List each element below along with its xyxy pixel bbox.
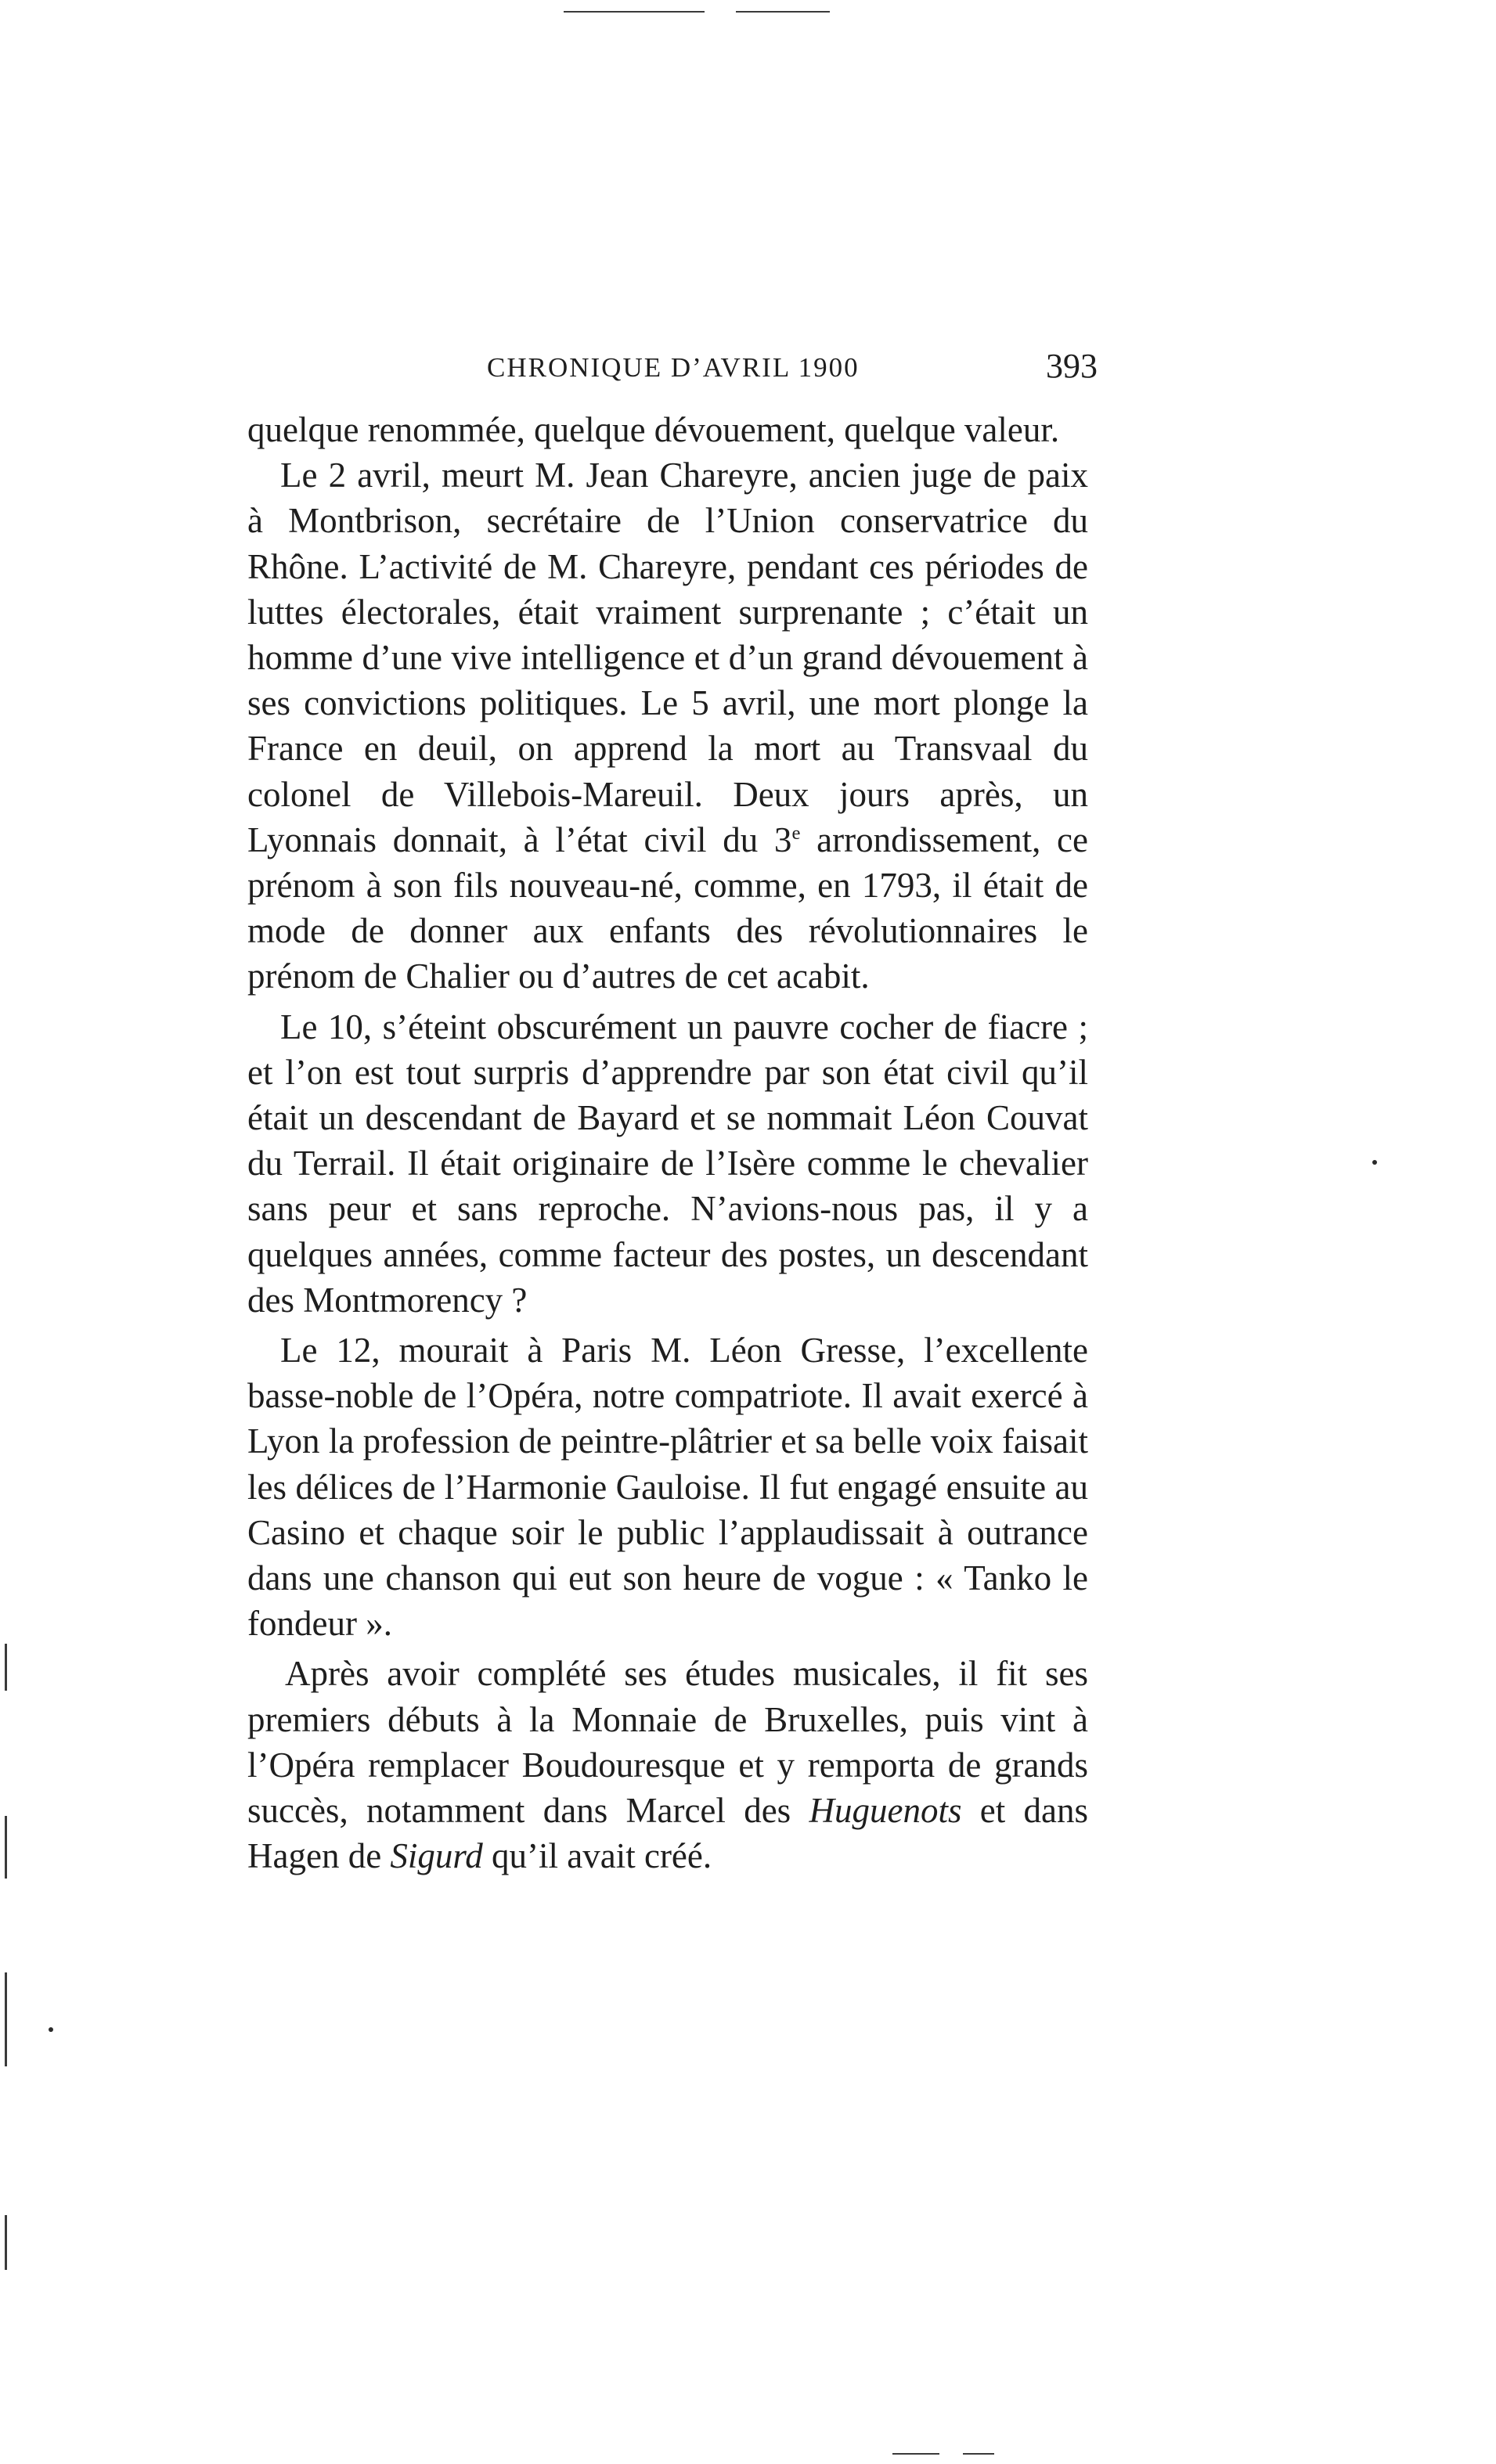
scan-line-left: [5, 1644, 7, 1691]
running-title: CHRONIQUE D’AVRIL 1900: [487, 352, 860, 383]
title-sigurd: Sigurd: [390, 1836, 483, 1876]
scan-line-bottom: [892, 2453, 939, 2455]
scan-line-bottom-2: [963, 2453, 994, 2455]
title-huguenots: Huguenots: [809, 1791, 962, 1831]
scan-line-top-2: [736, 11, 830, 13]
superscript-e: e: [791, 822, 801, 844]
paragraph-debuts: [247, 1651, 1088, 1879]
paragraph-debuts-text-mid: et dans Hagen de: [247, 1791, 1088, 1876]
page-number: 393: [1046, 347, 1098, 385]
paragraph-debuts-text: Après avoir complété ses études musicales, il fit ses premiers débuts à la Monnaie de Bruxelles, puis vint à l’Opéra remplacer Boudouresque et y remporta de grands succès, notamment dans Marcel des: [247, 1654, 1088, 1831]
scan-line-left-4: [5, 2215, 7, 2270]
scan-dot: [1372, 1160, 1377, 1165]
scan-line-left-3: [5, 1972, 7, 2066]
scan-dot-2: [49, 2027, 53, 2032]
paragraph-debuts-text-end: qu’il avait créé.: [482, 1836, 712, 1876]
paragraph-couvat: Le 10, s’éteint obscurément un pauvre cocher de fiacre ; et l’on est tout surpris d’apprendre par son état civil qu’il était un descendant de Bayard et se nommait Léon Couvat du Terrail. Il était originaire de l’Isère comme le chevalier sans peur et sans reproche. N’avions-nous pas, il y a quelques années, comme facteur des postes, un descendant des Montmorency ?: [247, 1007, 1088, 1320]
running-header: [247, 344, 1098, 391]
paragraph-gresse: Le 12, mourait à Paris M. Léon Gresse, l’excellente basse-noble de l’Opéra, notre compatriote. Il avait exercé à Lyon la profession de peintre-plâtrier et sa belle voix faisait les délices de l’Harmonie Gauloise. Il fut engagé ensuite au Casino et chaque soir le public l’applaudissait à outrance dans une chanson qui eut son heure de vogue : « Tanko le fondeur ».: [247, 1331, 1088, 1644]
paragraph-chareyre: [247, 452, 1088, 999]
scan-line-left-2: [5, 1816, 7, 1879]
paragraph-continuation: quelque renommée, quelque dévouement, quelque valeur.: [247, 410, 1060, 449]
paragraph-chareyre-text-end: arrondissement, ce prénom à son fils nouveau-né, comme, en 1793, il était de mode de donner aux enfants des révolutionnaires le prénom de Chalier ou d’autres de cet acabit.: [247, 820, 1088, 996]
body-text: [247, 407, 1088, 1879]
paragraph-chareyre-text: Le 2 avril, meurt M. Jean Chareyre, ancien juge de paix à Montbrison, secrétaire de l’Union conservatrice du Rhône. L’activité de M. Chareyre, pendant ces périodes de luttes électorales, était vraiment surprenante ; c’était un homme d’une vive intelligence et d’un grand dévouement à ses convictions politiques. Le 5 avril, une mort plonge la France en deuil, on apprend la mort au Transvaal du colonel de Villebois-Mareuil. Deux jours après, un Lyonnais donnait, à l’état civil du 3: [247, 456, 1088, 859]
scan-line-top: [564, 11, 705, 13]
